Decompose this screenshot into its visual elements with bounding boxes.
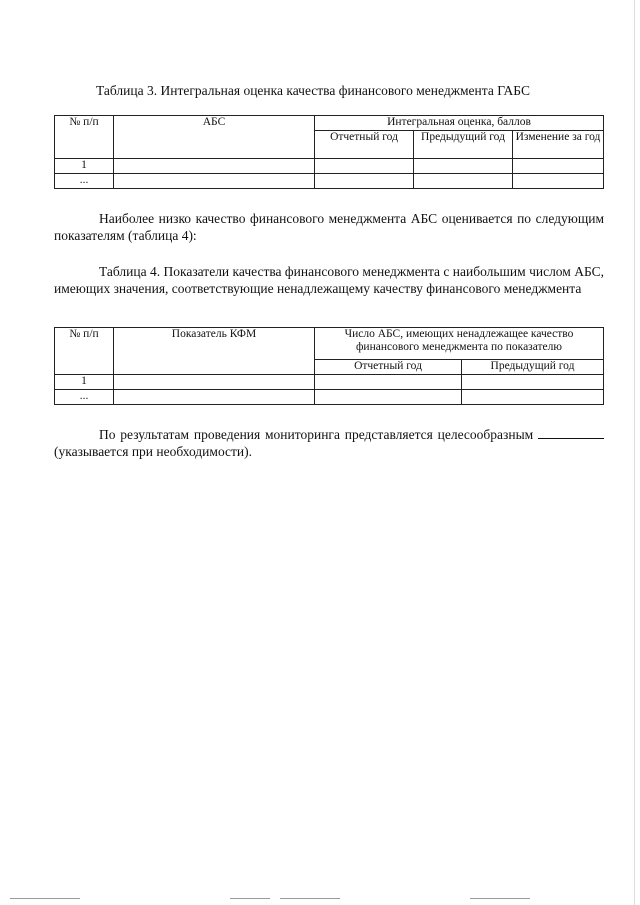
table4-header-no: № п/п	[55, 328, 114, 375]
table3-header-report: Отчетный год	[315, 131, 414, 159]
table3-header-prev: Предыдущий год	[414, 131, 513, 159]
table4	[54, 327, 604, 405]
table-row	[55, 174, 604, 189]
table-row	[55, 375, 604, 390]
table4-row-no: 1	[55, 375, 114, 390]
scan-edge-right	[634, 0, 635, 905]
table4-header-prev: Предыдущий год	[462, 360, 604, 375]
table3-header-no: № п/п	[55, 116, 114, 159]
paragraph-2-note: (указывается при необходимости).	[54, 444, 253, 459]
table3-header-change: Изменение за год	[513, 131, 604, 159]
table4-caption: Таблица 4. Показатели качества финансового менеджмента с наибольшим числом АБС, имеющих значения, соответствующие ненадлежащему качеству финансового менеджмента	[54, 264, 605, 296]
table4-header-indicator: Показатель КФМ	[114, 328, 315, 375]
table3-row-no: 1	[55, 159, 114, 174]
table3-caption: Таблица 3. Интегральная оценка качества финансового менеджмента ГАБС	[96, 83, 530, 98]
table4-row-no: ...	[55, 390, 114, 405]
scan-edge-line	[470, 898, 530, 899]
table4-header-report: Отчетный год	[315, 360, 462, 375]
table3	[54, 115, 604, 189]
scan-edge-line	[230, 898, 270, 899]
table3-header-abs: АБС	[114, 116, 315, 159]
table3-header-integral: Интегральная оценка, баллов	[315, 116, 604, 131]
table-row	[55, 159, 604, 174]
table-row	[55, 390, 604, 405]
table3-row-no: ...	[55, 174, 114, 189]
fill-in-blank	[538, 426, 604, 439]
paragraph-2	[54, 426, 604, 460]
paragraph-1: Наиболее низко качество финансового менеджмента АБС оценивается по следующим показателям (таблица 4):	[54, 211, 604, 243]
paragraph-2-text: По результатам проведения мониторинга представляется целесообразным	[99, 427, 534, 442]
scan-edge-line	[280, 898, 340, 899]
table4-header-count: Число АБС, имеющих ненадлежащее качество финансового менеджмента по показателю	[315, 328, 604, 360]
scan-edge-line	[10, 898, 80, 899]
